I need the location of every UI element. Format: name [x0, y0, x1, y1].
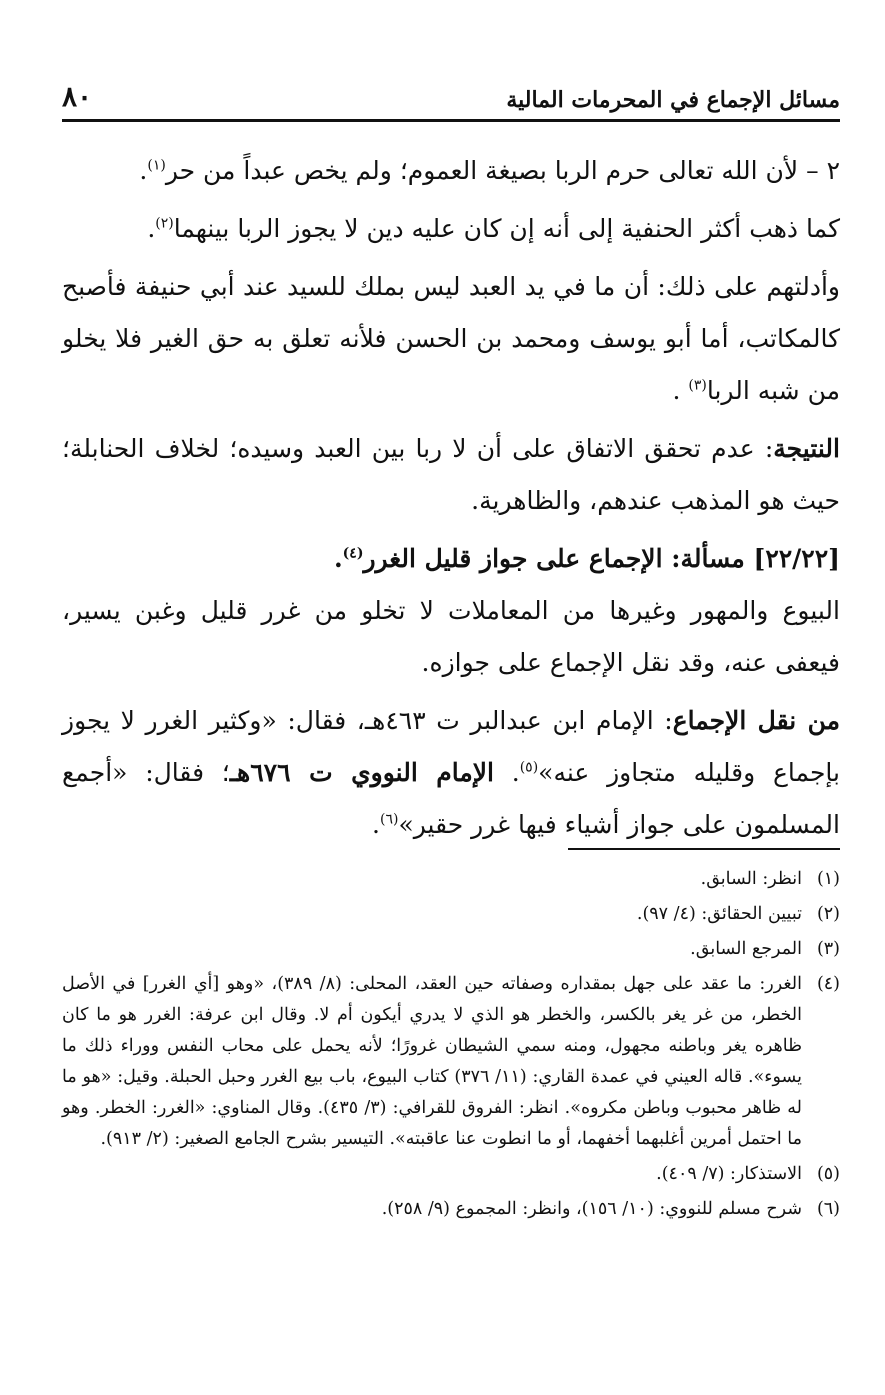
footnote-number: (١): [816, 869, 840, 889]
paragraph-2-text: كما ذهب أكثر الحنفية إلى أنه إن كان عليه دين لا يجوز الربا بينهما: [173, 214, 840, 243]
section-heading-text: [٢٢/٢٢] مسألة: الإجماع على جواز قليل الغرر: [363, 544, 840, 573]
footnote-number: (٤): [816, 974, 840, 994]
footnote-ref-5: (٥): [519, 759, 539, 776]
section-heading: [62, 533, 840, 585]
paragraph-2: [62, 203, 840, 255]
paragraph-2-end: .: [147, 214, 156, 243]
paragraph-1-text: ٢ – لأن الله تعالى حرم الربا بصيغة العموم؛ ولم يخص عبداً من حر: [165, 156, 840, 185]
footnote-text: شرح مسلم للنووي: (١٠/ ١٥٦)، وانظر: المجموع (٩/ ٢٥٨).: [381, 1199, 802, 1219]
running-title: مسائل الإجماع في المحرمات المالية: [506, 87, 840, 113]
footnote: [62, 969, 840, 1155]
footnote-ref-1: (١): [147, 157, 166, 174]
footnotes: [62, 864, 840, 1225]
footnote-text: تبيين الحقائق: (٤/ ٩٧).: [636, 904, 802, 924]
footnote-ref-3: (٣): [688, 377, 707, 394]
footnote: [62, 934, 840, 965]
section-heading-end: .: [333, 544, 343, 573]
footnote-ref-4: (٤): [342, 545, 364, 562]
footnote-text: الاستذكار: (٧/ ٤٠٩).: [656, 1164, 802, 1184]
paragraph-1: [62, 145, 840, 197]
paragraph-3-text: وأدلتهم على ذلك: أن ما في يد العبد ليس بملك للسيد عند أبي حنيفة فأصبح كالمكاتب، أما أبو يوسف ومحمد بن الحسن فلأنه تعلق به حق الغير فلا يخلو من شبه الربا: [62, 272, 840, 405]
paragraph-1-end: .: [139, 156, 148, 185]
footnote: [62, 899, 840, 930]
paragraph-6: [62, 695, 840, 851]
footnote: [62, 1159, 840, 1190]
paragraph-3: [62, 261, 840, 417]
footnote-number: (٥): [816, 1164, 840, 1184]
footnote-number: (٦): [816, 1199, 840, 1219]
result-text: : عدم تحقق الاتفاق على أن لا ربا بين العبد وسيده؛ لخلاف الحنابلة؛ حيث هو المذهب عندهم، والظاهرية.: [62, 434, 840, 515]
paragraph-6-end: .: [372, 810, 380, 839]
footnote-ref-6: (٦): [379, 811, 399, 828]
footnote: [62, 1194, 840, 1225]
page-number: ٨٠: [62, 80, 93, 113]
footnote-text: المرجع السابق.: [690, 939, 802, 959]
footnote: [62, 864, 840, 895]
result-label: النتيجة: [773, 434, 840, 463]
paragraph-6-text-c: ؛ فقال: «أجمع المسلمون على جواز أشياء فيها غرر حقير»: [62, 758, 840, 839]
page-header: [62, 70, 840, 122]
footnote-divider: [568, 848, 840, 850]
footnote-number: (٢): [816, 904, 840, 924]
paragraph-3-end: .: [672, 376, 689, 405]
nawawi-name: الإمام النووي ت ٦٧٦هـ: [229, 758, 494, 787]
paragraph-5: [62, 585, 840, 689]
footnote-number: (٣): [816, 939, 840, 959]
footnote-ref-2: (٢): [155, 215, 174, 232]
consensus-label: من نقل الإجماع: [672, 706, 840, 735]
footnote-text: انظر: السابق.: [700, 869, 802, 889]
footnote-text: الغرر: ما عقد على جهل بمقداره وصفاته حين العقد، المحلى: (٨/ ٣٨٩)، «وهو [أي الغرر] في الأصل الخطر، من غر يغر بالكسر، والخطر هو الذي لا يدري أيكون أم لا. وقال ابن عرفة: الغرر هو ما كان ظاهره يغر وباطنه مجهول، ومنه سمي الشيطان غرورًا؛ لأنه يحمل على محاب النفس ووراء ذلك ما يسوء». قاله العيني في عمدة القاري: (١١/ ٣٧٦) كتاب البيوع، باب بيع الغرر وحبل الحبلة. وقيل: «هو ما له ظاهر محبوب وباطن مكروه». انظر: الفروق للقرافي: (٣/ ٤٣٥). وقال المناوي: «الغرر: الخطر. وهو ما احتمل أمرين أغلبهما أخفهما، أو ما انطوت عنا عاقبته». التيسير بشرح الجامع الصغير: (٢/ ٩١٣).: [62, 974, 802, 1149]
paragraph-6-text-a: : الإمام ابن عبدالبر ت ٤٦٣هـ، فقال: «وكثير الغرر لا يجوز بإجماع وقليله متجاوز عنه»: [62, 706, 840, 787]
paragraph-result: [62, 423, 840, 527]
main-text: [62, 145, 840, 857]
paragraph-5-text: البيوع والمهور وغيرها من المعاملات لا تخلو من غرر قليل وغبن يسير، فيعفى عنه، وقد نقل الإجماع على جوازه.: [62, 596, 840, 677]
paragraph-6-text-b: .: [493, 758, 520, 787]
